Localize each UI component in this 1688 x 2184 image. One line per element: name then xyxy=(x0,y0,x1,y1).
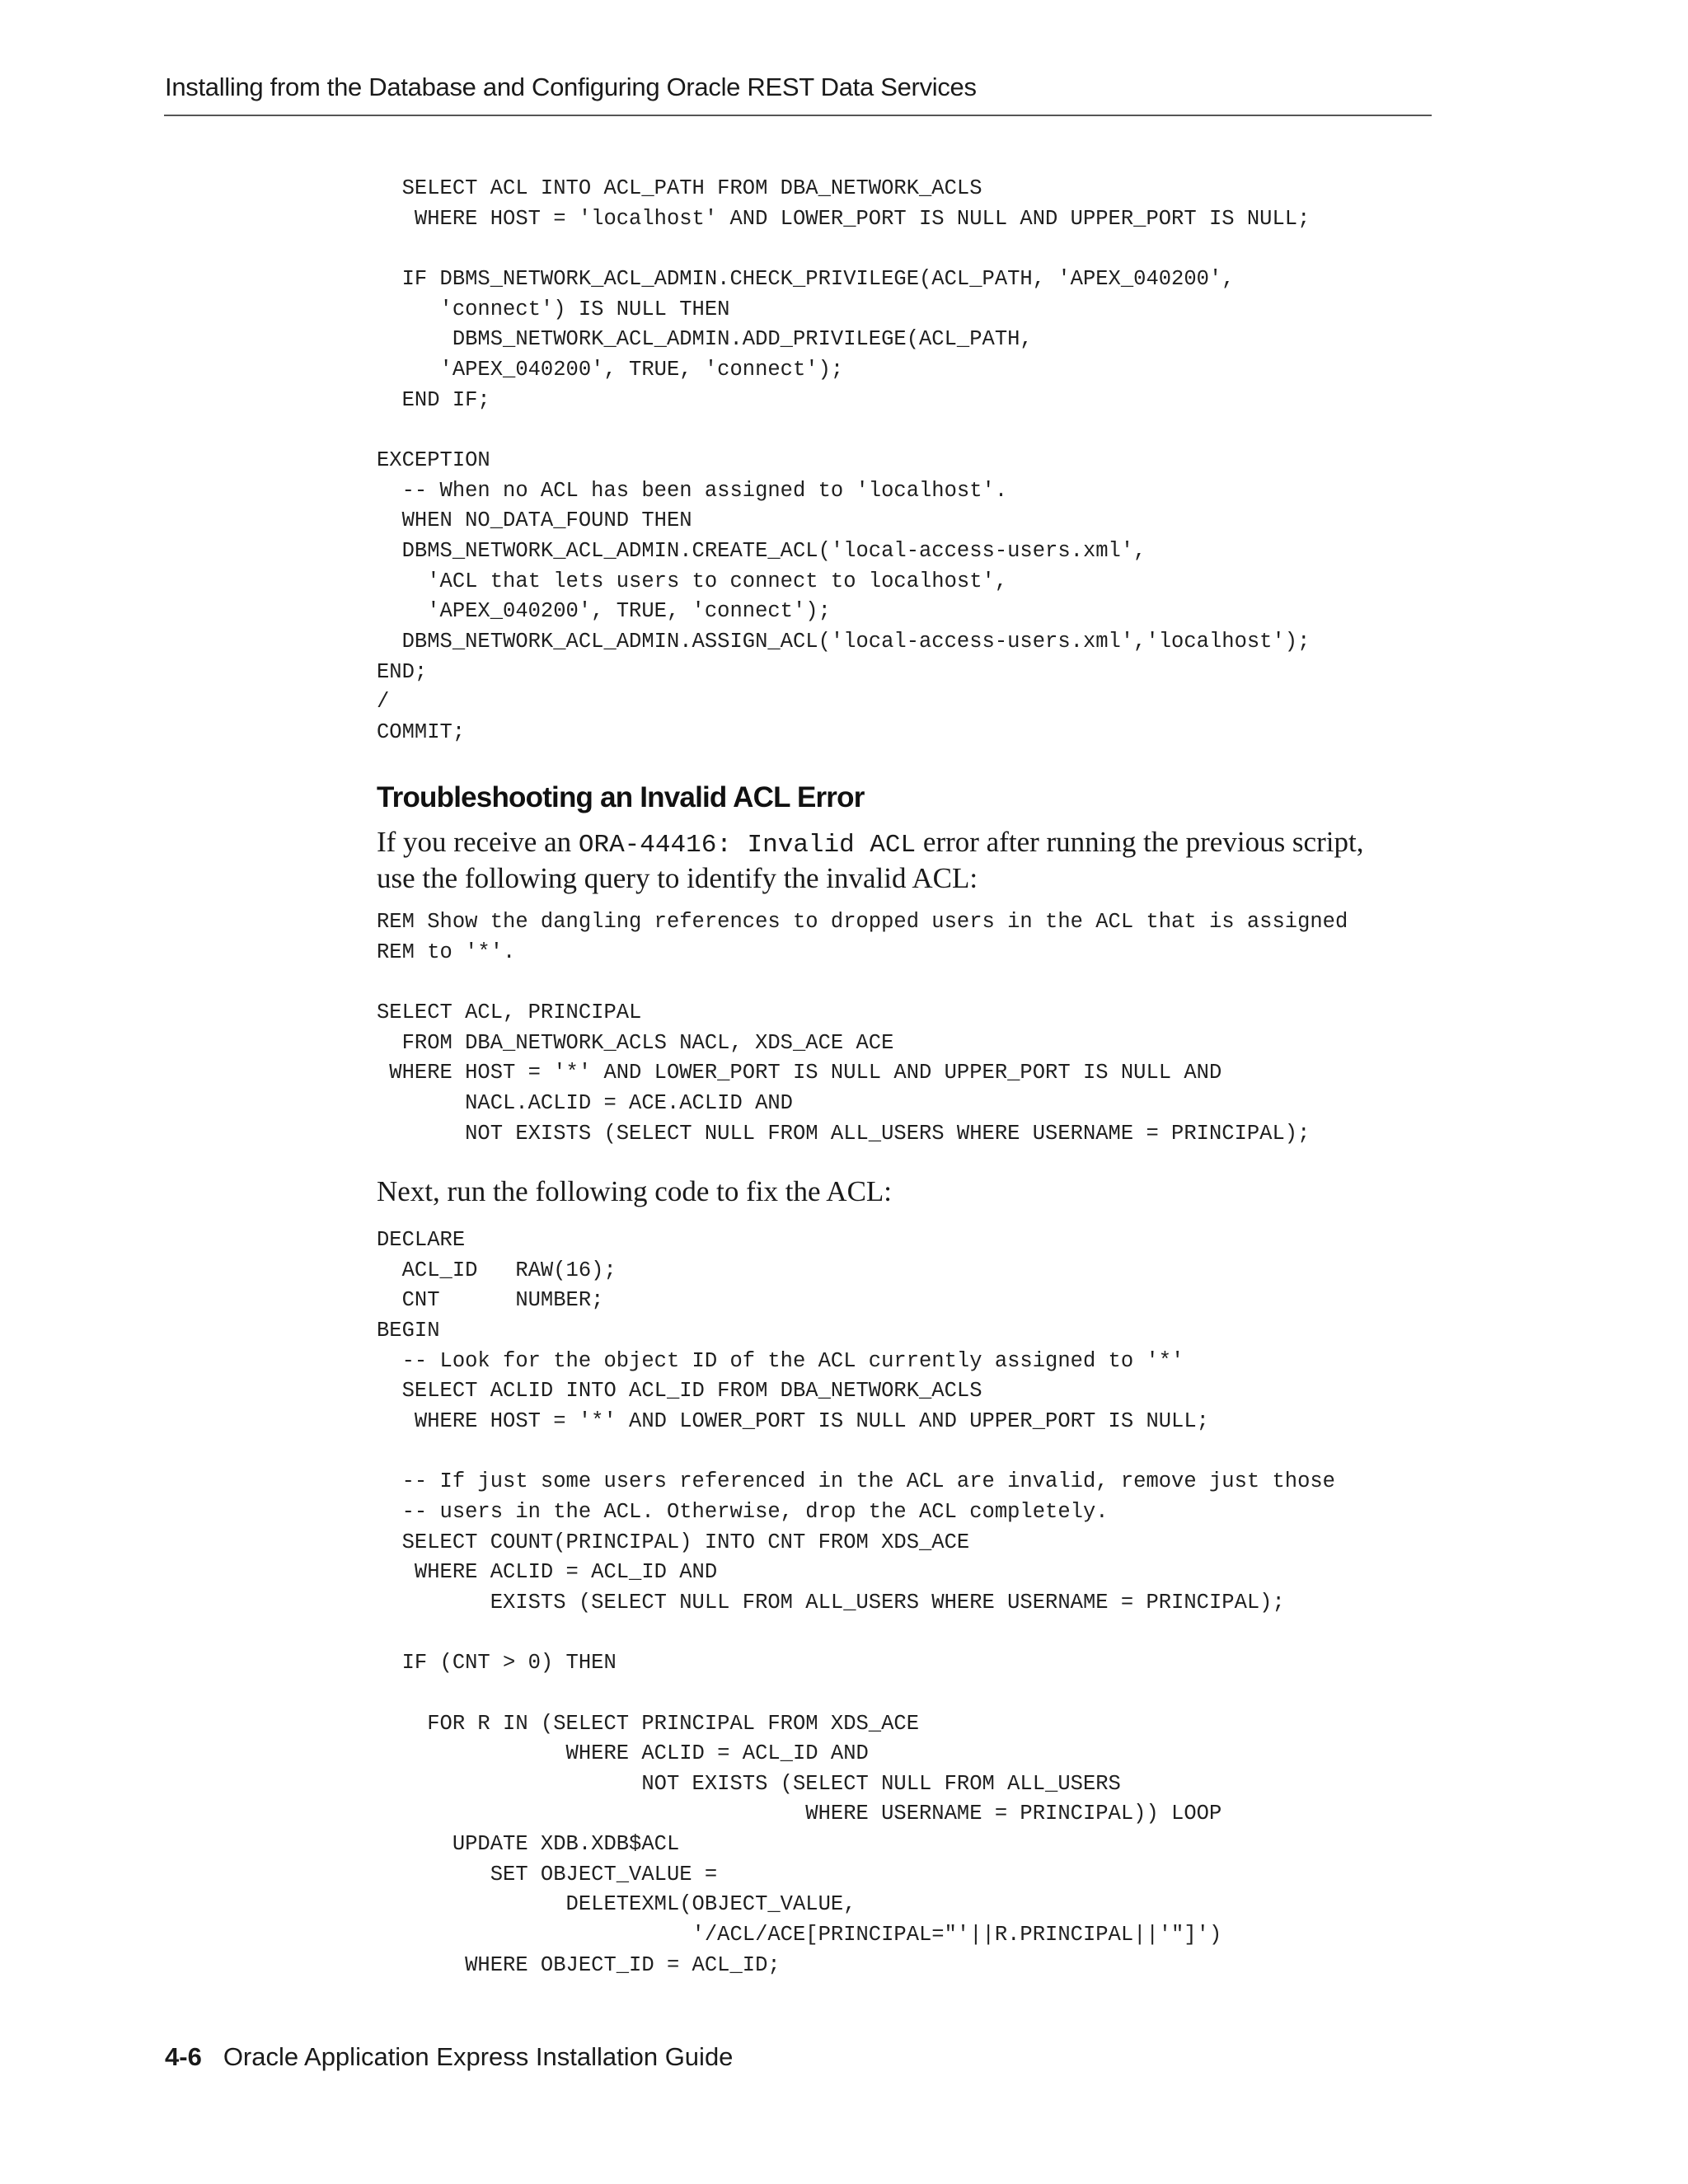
code-block-query xyxy=(377,907,1348,1149)
code-line: 'APEX_040200', TRUE, 'connect'); xyxy=(377,357,844,382)
section-heading: Troubleshooting an Invalid ACL Error xyxy=(377,781,865,813)
code-line: FOR R IN (SELECT PRINCIPAL FROM XDS_ACE xyxy=(377,1711,920,1736)
code-line: SELECT ACL INTO ACL_PATH FROM DBA_NETWORK_ACLS xyxy=(377,176,982,200)
code-line: SELECT ACL, PRINCIPAL xyxy=(377,1000,642,1024)
code-line: EXISTS (SELECT NULL FROM ALL_USERS WHERE USERNAME = PRINCIPAL); xyxy=(377,1590,1285,1615)
intro-text-before: If you receive an xyxy=(377,826,579,858)
code-line: DBMS_NETWORK_ACL_ADMIN.ASSIGN_ACL('local-access-users.xml','localhost'); xyxy=(377,629,1311,654)
code-line: SELECT ACLID INTO ACL_ID FROM DBA_NETWORK_ACLS xyxy=(377,1379,982,1404)
code-line: REM to '*'. xyxy=(377,940,516,964)
code-line: WHERE OBJECT_ID = ACL_ID; xyxy=(377,1952,781,1977)
code-line: SET OBJECT_VALUE = xyxy=(377,1862,718,1886)
header-rule xyxy=(164,115,1432,116)
code-line: ACL_ID RAW(16); xyxy=(377,1258,617,1282)
code-line: COMMIT; xyxy=(377,719,466,744)
code-line: WHERE USERNAME = PRINCIPAL)) LOOP xyxy=(377,1802,1222,1826)
code-line: WHEN NO_DATA_FOUND THEN xyxy=(377,509,692,533)
fix-paragraph: Next, run the following code to fix the ACL: xyxy=(377,1175,893,1207)
code-line: 'APEX_040200', TRUE, 'connect'); xyxy=(377,599,831,624)
page-number: 4-6 xyxy=(165,2042,202,2071)
intro-text-after: error after running the previous script, xyxy=(916,826,1364,858)
code-line: EXCEPTION xyxy=(377,448,490,472)
inline-error-code: ORA-44416: Invalid ACL xyxy=(578,831,917,860)
running-header: Installing from the Database and Configuring Oracle REST Data Services xyxy=(165,73,977,101)
code-line: -- If just some users referenced in the ACL are invalid, remove just those xyxy=(377,1469,1335,1494)
code-line: IF DBMS_NETWORK_ACL_ADMIN.CHECK_PRIVILEGE(ACL_PATH, 'APEX_040200', xyxy=(377,266,1235,291)
code-line: DBMS_NETWORK_ACL_ADMIN.CREATE_ACL('local-access-users.xml', xyxy=(377,538,1146,563)
code-block-acl-exception xyxy=(377,174,1310,748)
code-line: UPDATE XDB.XDB$ACL xyxy=(377,1832,680,1857)
code-line: DBMS_NETWORK_ACL_ADMIN.ADD_PRIVILEGE(ACL_PATH, xyxy=(377,327,1033,352)
code-line: WHERE HOST = 'localhost' AND LOWER_PORT IS NULL AND UPPER_PORT IS NULL; xyxy=(377,206,1311,231)
code-line: -- When no ACL has been assigned to 'localhost'. xyxy=(377,478,1008,503)
code-line: -- users in the ACL. Otherwise, drop the ACL completely. xyxy=(377,1499,1109,1524)
code-line: WHERE HOST = '*' AND LOWER_PORT IS NULL AND UPPER_PORT IS NULL AND xyxy=(377,1061,1222,1085)
code-line: REM Show the dangling references to dropped users in the ACL that is assigned xyxy=(377,910,1348,934)
book-title: Oracle Application Express Installation Guide xyxy=(223,2042,734,2071)
code-line: -- Look for the object ID of the ACL currently assigned to '*' xyxy=(377,1348,1184,1373)
page-footer xyxy=(165,2042,733,2072)
intro-paragraph xyxy=(377,826,1363,895)
code-line: END; xyxy=(377,659,428,684)
code-line: BEGIN xyxy=(377,1318,440,1343)
code-block-fix xyxy=(377,1226,1335,1980)
intro-text-line2: use the following query to identify the invalid ACL: xyxy=(377,862,978,894)
code-line: NACL.ACLID = ACE.ACLID AND xyxy=(377,1090,793,1115)
code-line: / xyxy=(377,690,390,715)
code-line: FROM DBA_NETWORK_ACLS NACL, XDS_ACE ACE xyxy=(377,1030,894,1055)
code-line: NOT EXISTS (SELECT NULL FROM ALL_USERS xyxy=(377,1771,1121,1796)
code-line: SELECT COUNT(PRINCIPAL) INTO CNT FROM XDS_ACE xyxy=(377,1530,970,1554)
code-line: CNT NUMBER; xyxy=(377,1288,604,1313)
code-line: END IF; xyxy=(377,387,490,412)
code-line: IF (CNT > 0) THEN xyxy=(377,1651,617,1675)
code-line: WHERE HOST = '*' AND LOWER_PORT IS NULL AND UPPER_PORT IS NULL; xyxy=(377,1408,1209,1433)
code-line: DECLARE xyxy=(377,1228,466,1252)
code-line: 'ACL that lets users to connect to localhost', xyxy=(377,569,1008,593)
code-line: NOT EXISTS (SELECT NULL FROM ALL_USERS WHERE USERNAME = PRINCIPAL); xyxy=(377,1121,1311,1146)
code-line: WHERE ACLID = ACL_ID AND xyxy=(377,1560,718,1585)
code-line: 'connect') IS NULL THEN xyxy=(377,297,730,321)
code-line: WHERE ACLID = ACL_ID AND xyxy=(377,1741,869,1766)
code-line: '/ACL/ACE[PRINCIPAL="'||R.PRINCIPAL||'"]') xyxy=(377,1923,1222,1947)
code-line: DELETEXML(OBJECT_VALUE, xyxy=(377,1892,856,1917)
